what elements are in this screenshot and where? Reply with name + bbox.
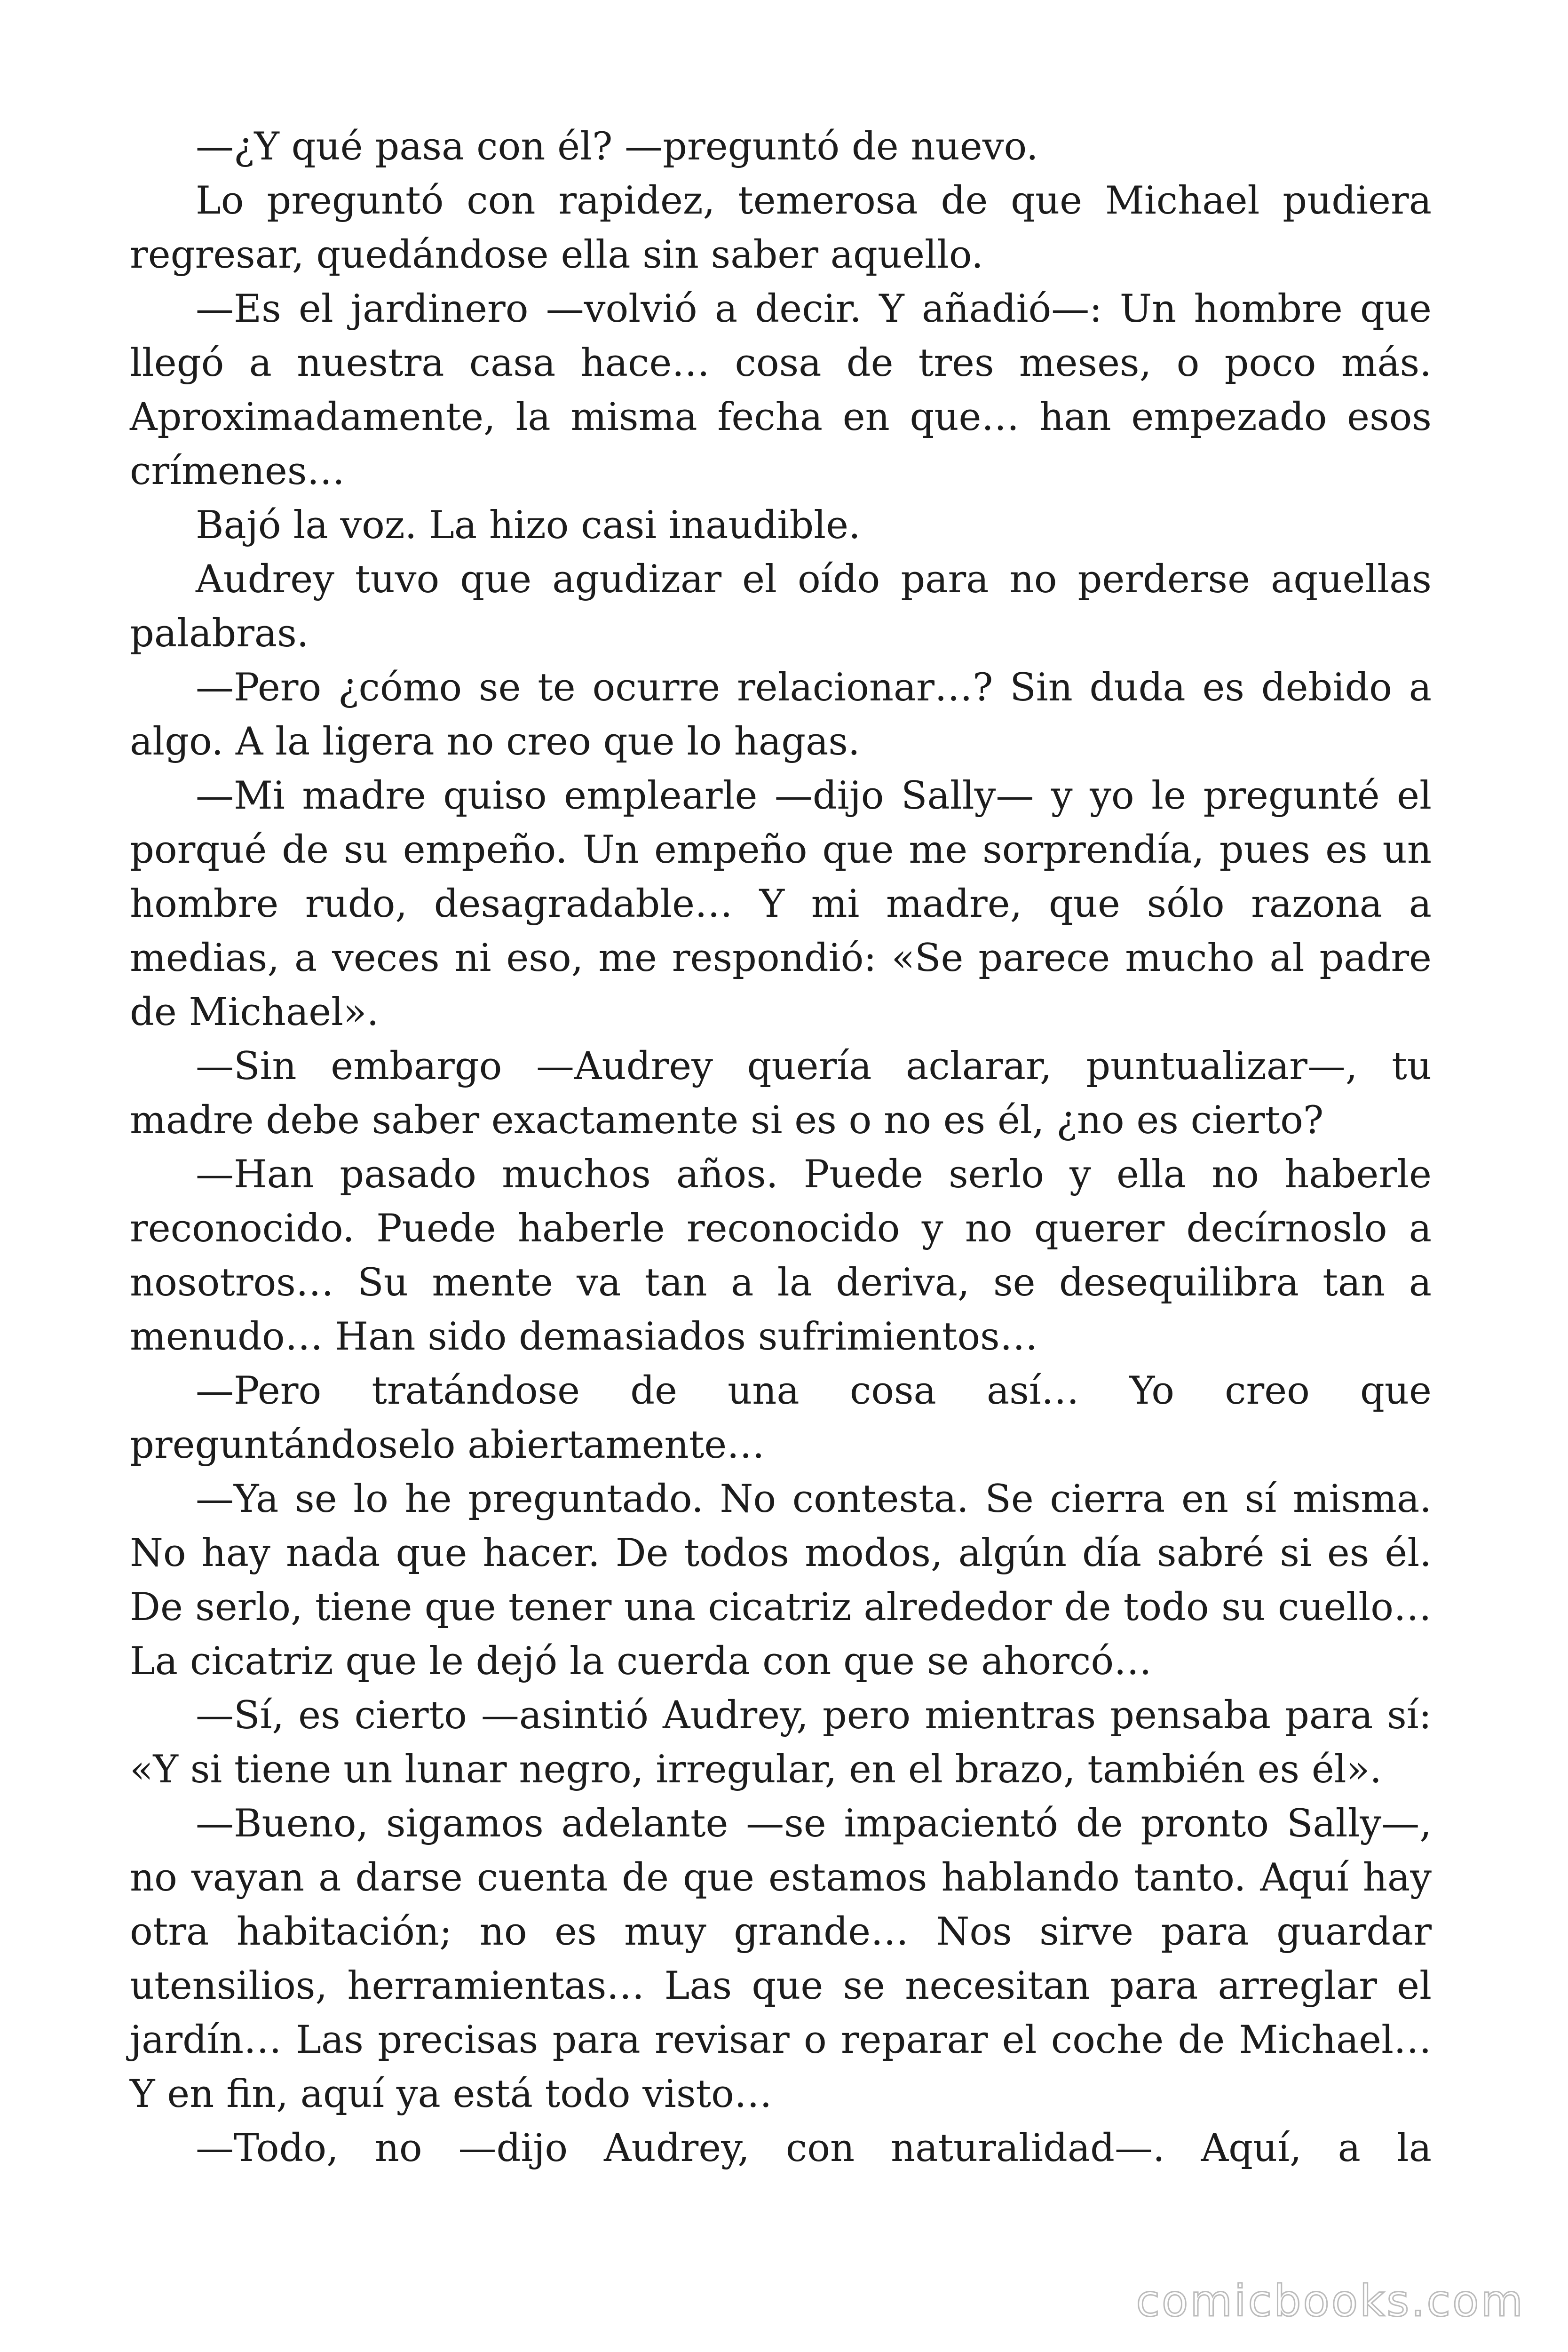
paragraph: —Pero ¿cómo se te ocurre relacionar…? Sin duda es debido a algo. A la ligera no creo que lo hagas. <box>130 666 1432 764</box>
paragraph: —Han pasado muchos años. Puede serlo y ella no haberle reconocido. Puede haberle reconocido y no querer decírnoslo a nosotros… Su mente va tan a la deriva, se desequilibra tan a menudo… Han sido demasiados sufrimientos… <box>130 1152 1432 1359</box>
paragraph: —Ya se lo he preguntado. No contesta. Se cierra en sí misma. No hay nada que hacer. De todos modos, algún día sabré si es él. De serlo, tiene que tener una cicatriz alrededor de todo su cuello… La cicatriz que le dejó la cuerda con que se ahorcó… <box>130 1477 1432 1684</box>
page-text <box>130 120 1432 2176</box>
paragraph: —Pero tratándose de una cosa así… Yo creo que preguntándoselo abiertamente… <box>130 1369 1432 1467</box>
site-watermark: comicbooks.com <box>1136 2276 1525 2326</box>
paragraph: —Sin embargo —Audrey quería aclarar, puntualizar—, tu madre debe saber exactamente si es o no es él, ¿no es cierto? <box>130 1044 1432 1143</box>
paragraph: —¿Y qué pasa con él? —preguntó de nuevo. <box>196 125 1038 169</box>
paragraph: —Mi madre quiso emplearle —dijo Sally— y yo le pregunté el porqué de su empeño. Un empeño que me sorprendía, pues es un hombre rudo, desagradable… Y mi madre, que sólo razona a medias, a veces ni eso, me respondió: «Se parece mucho al padre de Michael». <box>130 774 1432 1034</box>
paragraph: —Sí, es cierto —asintió Audrey, pero mientras pensaba para sí: «Y si tiene un lunar negro, irregular, en el brazo, también es él». <box>130 1693 1432 1792</box>
paragraph: Bajó la voz. La hizo casi inaudible. <box>196 503 861 548</box>
paragraph-continued: —Todo, no —dijo Audrey, con naturalidad—. Aquí, a la <box>196 2126 1432 2170</box>
paragraph: —Es el jardinero —volvió a decir. Y añadió—: Un hombre que llegó a nuestra casa hace… cosa de tres meses, o poco más. Aproximadamente, la misma fecha en que… han empezado esos crímenes… <box>130 287 1432 493</box>
paragraph: Audrey tuvo que agudizar el oído para no perderse aquellas palabras. <box>130 557 1432 656</box>
paragraph: —Bueno, sigamos adelante —se impacientó de pronto Sally—, no vayan a darse cuenta de que estamos hablando tanto. Aquí hay otra habitación; no es muy grande… Nos sirve para guardar utensilios, herramientas… Las que se necesitan para arreglar el jardín… Las precisas para revisar o reparar el coche de Michael… Y en fin, aquí ya está todo visto… <box>130 1802 1432 2116</box>
paragraph: Lo preguntó con rapidez, temerosa de que Michael pudiera regresar, quedándose ella sin saber aquello. <box>130 179 1432 277</box>
